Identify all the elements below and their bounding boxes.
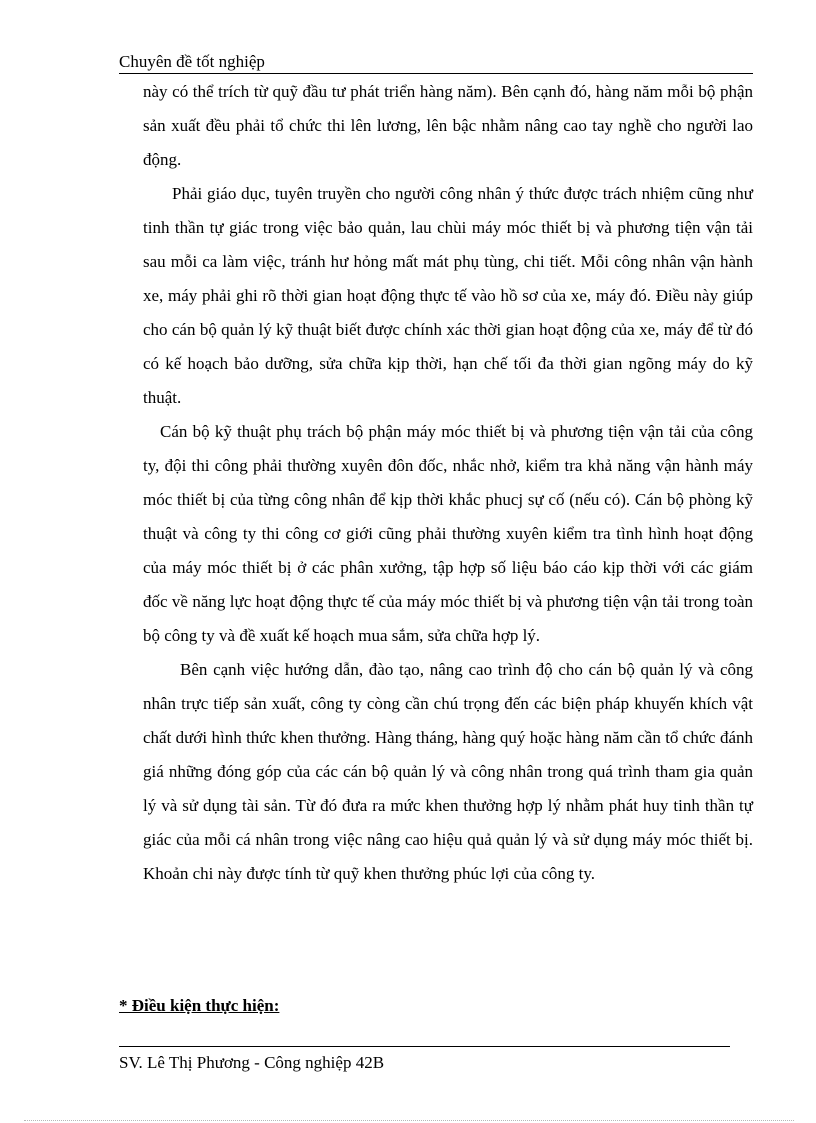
paragraph: Cán bộ kỹ thuật phụ trách bộ phận máy móc thiết bị và phương tiện vận tải của công ty, đội thi công phải thường xuyên đôn đốc, nhắc nhở, kiểm tra khả năng vận hành máy móc thiết bị của từng công nhân để kịp thời khắc phucj sự cố (nếu có). Cán bộ phòng kỹ thuật và công ty thi công cơ giới cũng phải thường xuyên kiểm tra tình hình hoạt động của máy móc thiết bị ở các phân xưởng, tập hợp số liệu báo cáo kịp thời với các giám đốc về năng lực hoạt động thực tế của máy móc thiết bị và phương tiện vận tải trong toàn bộ công ty và đề xuất kế hoạch mua sắm, sửa chữa hợp lý. bbox=[143, 422, 753, 645]
document-body bbox=[143, 75, 753, 891]
paragraph: Bên cạnh việc hướng dẫn, đào tạo, nâng cao trình độ cho cán bộ quản lý và công nhân trực tiếp sản xuất, công ty còng cần chú trọng đến các biện pháp khuyến khích vật chất dưới hình thức khen thưởng. Hàng tháng, hàng quý hoặc hàng năm cần tổ chức đánh giá những đóng góp của các cán bộ quản lý và công nhân trong quá trình tham gia quản lý và sử dụng tài sản. Từ đó đưa ra mức khen thưởng hợp lý nhằm phát huy tinh thần tự giác của mỗi cá nhân trong việc nâng cao hiệu quả quản lý và sử dụng máy móc thiết bị. Khoản chi này được tính từ quỹ khen thưởng phúc lợi của công ty. bbox=[143, 660, 753, 883]
page-bottom-border bbox=[24, 1120, 794, 1121]
header-divider bbox=[119, 73, 753, 74]
paragraph: Phải giáo dục, tuyên truyền cho người công nhân ý thức được trách nhiệm cũng như tinh thần tự giác trong việc bảo quản, lau chùi máy móc thiết bị và phương tiện vận tải sau mỗi ca làm việc, tránh hư hỏng mất mát phụ tùng, chi tiết. Mỗi công nhân vận hành xe, máy phải ghi rõ thời gian hoạt động thực tế vào hồ sơ của xe, máy đó. Điều này giúp cho cán bộ quản lý kỹ thuật biết được chính xác thời gian hoạt động của xe, máy để từ đó có kế hoạch bảo dưỡng, sửa chữa kịp thời, hạn chế tối đa thời gian ngõng máy do kỹ thuật. bbox=[143, 184, 753, 407]
page-header-title: Chuyên đề tốt nghiệp bbox=[119, 52, 265, 71]
section-heading: * Điều kiện thực hiện: bbox=[119, 996, 280, 1015]
paragraph: này có thể trích từ quỹ đầu tư phát triển hàng năm). Bên cạnh đó, hàng năm mỗi bộ phận sản xuất đều phải tổ chức thi lên lương, lên bậc nhằm nâng cao tay nghề cho người lao động. bbox=[143, 82, 753, 169]
footer-divider bbox=[119, 1046, 730, 1047]
page-footer-text: SV. Lê Thị Phương - Công nghiệp 42B bbox=[119, 1053, 385, 1072]
